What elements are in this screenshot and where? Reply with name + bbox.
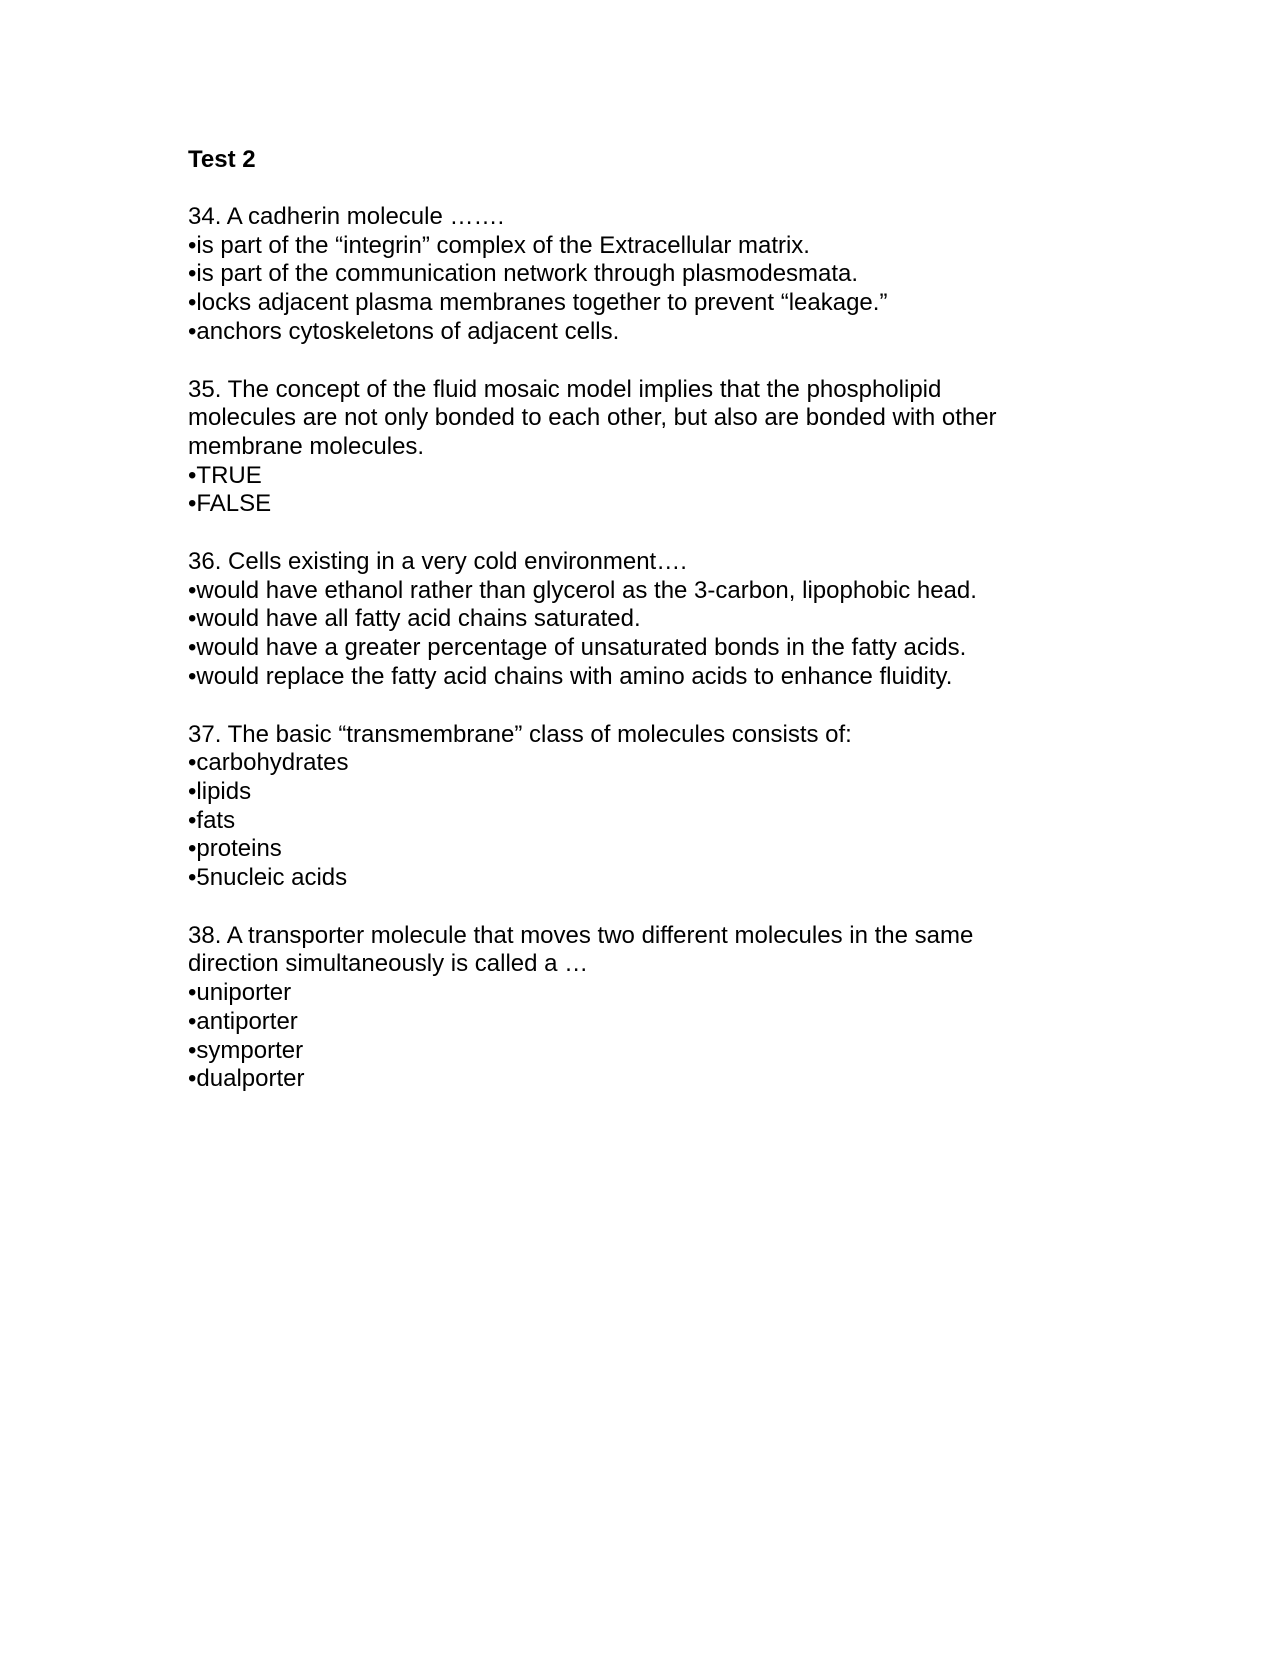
answer-option: •uniporter (188, 979, 292, 1007)
answer-option: •anchors cytoskeletons of adjacent cells. (188, 317, 620, 345)
answer-option: •proteins (188, 835, 282, 863)
answer-option: •symporter (188, 1036, 304, 1064)
question-stem: 34. A cadherin molecule ……. (188, 203, 505, 230)
question-35 (188, 376, 1088, 520)
question-37 (188, 721, 1088, 893)
question-36 (188, 548, 1088, 692)
question-38 (188, 922, 1088, 1094)
answer-option: •carbohydrates (188, 749, 349, 777)
answer-option: •TRUE (188, 461, 262, 489)
question-stem: molecules are not only bonded to each other, but also are bonded with other (188, 404, 997, 432)
question-stem: 37. The basic “transmembrane” class of molecules consists of: (188, 720, 852, 748)
question-stem: 38. A transporter molecule that moves two different molecules in the same (188, 921, 974, 949)
document-title: Test 2 (188, 146, 256, 173)
answer-option: •fats (188, 806, 236, 834)
answer-option: •dualporter (188, 1065, 305, 1093)
answer-option: •would have ethanol rather than glycerol as the 3-carbon, lipophobic head. (188, 576, 977, 604)
question-stem: direction simultaneously is called a … (188, 950, 589, 978)
answer-option: •antiporter (188, 1007, 298, 1035)
answer-option: •FALSE (188, 490, 272, 518)
document-page (188, 146, 1088, 1123)
answer-option: •would have a greater percentage of unsaturated bonds in the fatty acids. (188, 634, 967, 662)
answer-option: •would have all fatty acid chains saturated. (188, 605, 641, 633)
answer-option: •is part of the communication network through plasmodesmata. (188, 260, 859, 288)
answer-option: •is part of the “integrin” complex of the Extracellular matrix. (188, 231, 810, 259)
answer-option: •would replace the fatty acid chains with amino acids to enhance fluidity. (188, 662, 953, 690)
question-34 (188, 203, 1088, 347)
question-stem: 36. Cells existing in a very cold environment…. (188, 548, 687, 576)
answer-option: •lipids (188, 777, 252, 805)
answer-option: •5nucleic acids (188, 864, 348, 892)
answer-option: •locks adjacent plasma membranes together to prevent “leakage.” (188, 289, 888, 317)
question-stem: membrane molecules. (188, 432, 425, 460)
question-stem: 35. The concept of the fluid mosaic model implies that the phospholipid (188, 375, 942, 403)
